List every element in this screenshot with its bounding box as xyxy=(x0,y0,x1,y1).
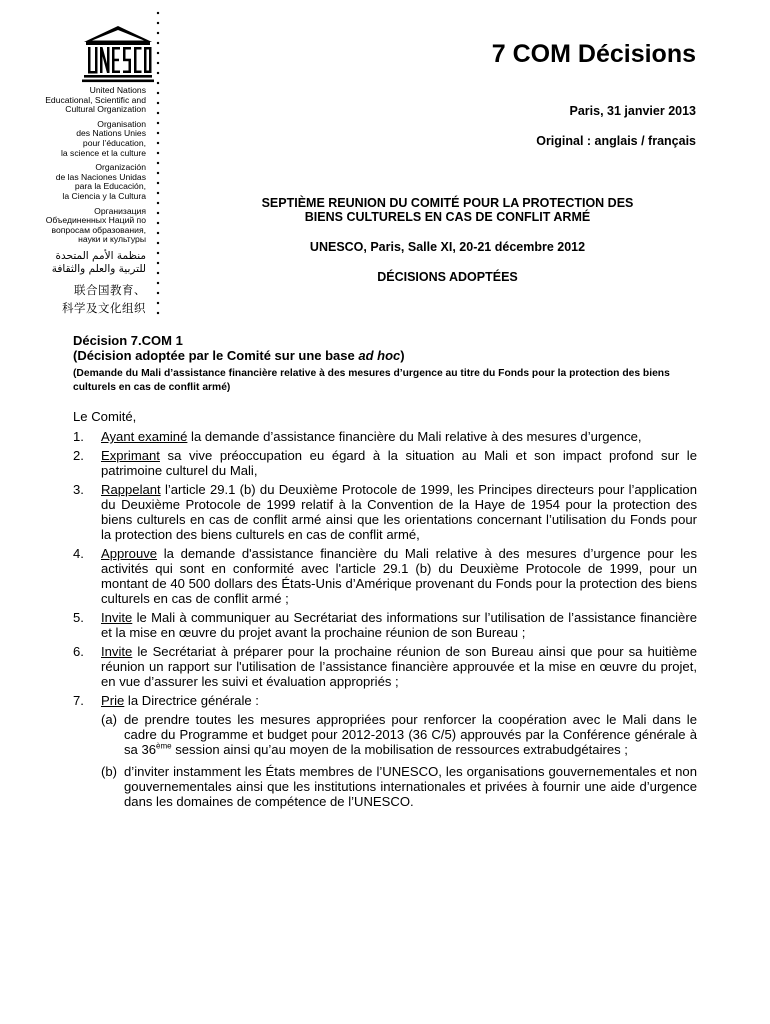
decision-item-1: 1. Ayant examiné la demande d’assistance financière du Mali relative à des mesures d’urgence, xyxy=(73,429,642,444)
decision-item-6: 6. Invite le Secrétariat à préparer pour la prochaine réunion de son Bureau ainsi que pour sa huitième réunion un rapport sur l'utilisation de l’assistance financière approuvée et la mise en œuvre du projet, en vue d’assurer les suivi et évaluation appropriés ; xyxy=(73,644,697,689)
org-name-english: United Nations Educational, Scientific and Cultural Organization xyxy=(45,85,146,115)
original-language: Original : anglais / français xyxy=(536,134,696,148)
decision-item-7: 7. Prie la Directrice générale : xyxy=(73,693,259,708)
org-name-russian: Организация Объединенных Наций по вопросам образования, науки и культуры xyxy=(45,205,146,245)
decision-subitem-b: (b) d’inviter instamment les États membres de l’UNESCO, les organisations gouvernementales et non gouvernementales ainsi que les institutions internationales et privées à fournir une aide d’urgence dans les domaines de compétence de l’UNESCO. xyxy=(101,764,697,809)
decision-item-4: 4. Approuve la demande d'assistance financière du Mali relative à des mesures d’urgence pour les activités qui sont en conformité avec l'article 29.1 (b) du Deuxième Protocole de 1999, pour un montant de 40 500 dollars des États-Unis d’Amérique provenant du Fonds pour la protection des biens culturels en cas de conflit armé ; xyxy=(73,546,697,606)
decision-title: Décision 7.COM 1 xyxy=(73,333,183,348)
document-date: Paris, 31 janvier 2013 xyxy=(569,104,696,118)
decision-note: (Demande du Mali d’assistance financière relative à des mesures d’urgence au titre du Fonds pour la protection des biens culturels en cas de conflit armé) xyxy=(73,368,670,393)
decision-item-3: 3. Rappelant l’article 29.1 (b) du Deuxième Protocole de 1999, les Principes directeurs pour l’application du Deuxième Protocole de 1999 relatif à la Convention de la Haye de 1954 pour la protection des biens culturels en cas de conflit armé ainsi que les orientations concernant l’utilisation du Fonds pour la protection des biens culturels en cas de conflit armé, xyxy=(73,482,697,542)
org-name-french: Organisation des Nations Unies pour l’éducation, la science et la culture xyxy=(60,118,146,158)
decision-item-2: 2. Exprimant sa vive préoccupation eu égard à la situation au Mali et son impact profond sur le patrimoine culturel du Mali, xyxy=(73,448,697,478)
decision-subtitle: (Décision adoptée par le Comité sur une base ad hoc) xyxy=(73,348,405,363)
section-heading: DÉCISIONS ADOPTÉES xyxy=(377,270,518,284)
meeting-title: SEPTIÈME REUNION DU COMITÉ POUR LA PROTECTION DES BIENS CULTURELS EN CAS DE CONFLIT ARMÉ xyxy=(261,196,634,224)
org-name-arabic: منظمة الأمم المتحدة للتربية والعلم والثقافة xyxy=(51,249,146,275)
decision-intro: Le Comité, xyxy=(73,409,137,424)
decision-item-5: 5. Invite le Mali à communiquer au Secrétariat des informations sur l’utilisation de l’assistance financière et la mise en œuvre du projet avant la prochaine réunion de son Bureau ; xyxy=(73,610,697,640)
organization-names xyxy=(14,86,146,322)
org-name-spanish: Organización de las Naciones Unidas para la Educación, la Ciencia y la Cultura xyxy=(55,162,146,201)
decision-body xyxy=(73,333,697,816)
dotted-divider xyxy=(156,8,160,318)
meeting-venue: UNESCO, Paris, Salle XI, 20-21 décembre 2012 xyxy=(309,240,586,254)
unesco-logo xyxy=(80,24,156,86)
org-name-chinese: 联合国教育、 科学及文化组织 xyxy=(62,282,146,315)
decision-subitem-a: (a) de prendre toutes les mesures appropriées pour renforcer la coopération avec le Mali dans le cadre du Programme et budget pour 2012-2013 (36 C/5) approuvés par la Conférence générale à sa 36ème session ainsi qu’au moyen de la mobilisation de ressources extrabudgétaires ; xyxy=(101,712,697,757)
document-title: 7 COM Décisions xyxy=(491,40,696,68)
